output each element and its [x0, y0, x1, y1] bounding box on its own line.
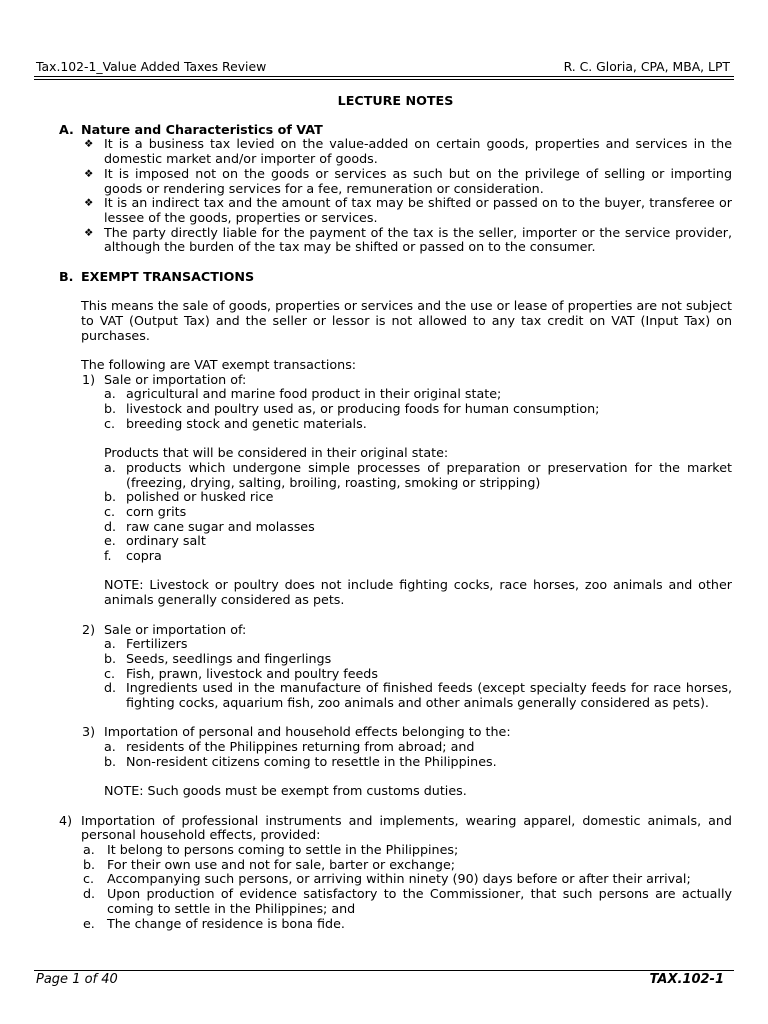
- list-item: [59, 461, 732, 490]
- diamond-bullet-icon: ❖: [84, 167, 94, 180]
- list-item: [59, 417, 732, 432]
- sub-letter: b.: [104, 401, 117, 417]
- section-letter: B.: [59, 268, 74, 284]
- list-item: [59, 196, 732, 225]
- sub-letter: b.: [104, 650, 117, 666]
- sub-text: The change of residence is bona fide.: [107, 915, 345, 931]
- sub-text: Upon production of evidence satisfactory to the Commissioner, that such persons are actually coming to settle in the Philippines; and: [107, 886, 732, 916]
- list-item: [59, 534, 732, 549]
- sub-text: Fish, prawn, livestock and poultry feeds: [126, 665, 378, 681]
- note-customs: NOTE: Such goods must be exempt from customs duties.: [104, 783, 467, 799]
- sub-text: Accompanying such persons, or arriving within ninety (90) days before or after their arrival;: [107, 871, 691, 887]
- sub-letter: a.: [104, 739, 116, 755]
- list-item: [59, 843, 732, 858]
- list-item: [59, 681, 732, 710]
- section-b-intro: This means the sale of goods, properties or services and the use or lease of properties are not subject to VAT (Output Tax) and the seller or lessor is not allowed to any tax credit on VAT (Input Tax) on purchases.: [81, 298, 732, 343]
- list-item: [59, 167, 732, 196]
- products-intro: Products that will be considered in their original state:: [104, 445, 449, 461]
- sub-letter: a.: [83, 842, 95, 858]
- list-item: [59, 637, 732, 652]
- list-item: [59, 740, 732, 755]
- document-body: [59, 94, 732, 931]
- item-number: 1): [82, 371, 96, 387]
- page-number: Page 1 of 40: [36, 972, 118, 987]
- item-text: Importation of professional instruments and implements, wearing apparel, domestic animals, and personal household effects, provided:: [81, 812, 732, 843]
- header-divider-double: [34, 79, 734, 80]
- diamond-bullet-icon: ❖: [84, 138, 94, 151]
- section-letter: A.: [59, 121, 74, 137]
- list-item: [59, 858, 732, 873]
- sub-letter: b.: [104, 489, 117, 505]
- list-item: [59, 520, 732, 535]
- sub-text: residents of the Philippines returning from abroad; and: [126, 739, 475, 755]
- header-author: R. C. Gloria, CPA, MBA, LPT: [563, 59, 730, 74]
- item-number: 4): [59, 812, 73, 828]
- bullet-text: The party directly liable for the payment of the tax is the seller, importer or the service provider, although the burden of the tax may be shifted or passed on to the consumer.: [104, 224, 732, 255]
- list-item: [59, 402, 732, 417]
- exempt-item-2: [59, 623, 732, 638]
- section-b-heading: [59, 270, 732, 285]
- sub-text: copra: [126, 548, 162, 564]
- sub-letter: a.: [104, 636, 116, 652]
- exempt-item-4: [59, 814, 732, 843]
- sub-letter: e.: [104, 533, 116, 549]
- exempt-list-intro: The following are VAT exempt transactions:: [81, 356, 357, 372]
- sub-letter: a.: [104, 459, 116, 475]
- section-title: EXEMPT TRANSACTIONS: [81, 268, 255, 284]
- item-text: Importation of personal and household effects belonging to the:: [104, 724, 511, 740]
- sub-text: ordinary salt: [126, 533, 206, 549]
- footer-divider: [34, 970, 734, 971]
- sub-text: It belong to persons coming to settle in the Philippines;: [107, 842, 459, 858]
- page-header: [36, 59, 732, 75]
- sub-letter: f.: [104, 548, 112, 564]
- list-item: [59, 667, 732, 682]
- sub-text: corn grits: [126, 503, 187, 519]
- sub-letter: d.: [104, 680, 117, 696]
- header-divider: [34, 76, 734, 77]
- page-footer: [36, 972, 732, 988]
- sub-letter: a.: [104, 386, 116, 402]
- list-item: [59, 887, 732, 916]
- sub-text: polished or husked rice: [126, 489, 274, 505]
- list-item: [59, 226, 732, 255]
- sub-letter: c.: [104, 503, 116, 519]
- exempt-item-3: [59, 725, 732, 740]
- list-item: [59, 549, 732, 564]
- bullet-text: It is imposed not on the goods or services as such but on the privilege of selling or importing goods or rendering services for a fee, remuneration or consideration.: [104, 165, 732, 196]
- exempt-item-1: [59, 373, 732, 388]
- sub-text: products which undergone simple processes of preparation or preservation for the market (freezing, drying, salting, broiling, roasting, smoking or stripping): [126, 459, 732, 490]
- sub-text: livestock and poultry used as, or producing foods for human consumption;: [126, 401, 600, 417]
- note-livestock: NOTE: Livestock or poultry does not include fighting cocks, race horses, zoo animals and other animals generally considered as pets.: [104, 577, 732, 608]
- sub-letter: d.: [104, 518, 117, 534]
- item-number: 3): [82, 724, 96, 740]
- list-item: [59, 490, 732, 505]
- sub-letter: b.: [83, 856, 96, 872]
- sub-text: Fertilizers: [126, 636, 188, 652]
- diamond-bullet-icon: ❖: [84, 226, 94, 239]
- sub-letter: b.: [104, 753, 117, 769]
- bullet-text: It is a business tax levied on the value-added on certain goods, properties and services in the domestic market and/or importer of goods.: [104, 136, 732, 167]
- section-title: Nature and Characteristics of VAT: [81, 121, 323, 137]
- sub-letter: e.: [83, 915, 95, 931]
- sub-text: For their own use and not for sale, barter or exchange;: [107, 856, 456, 872]
- sub-text: raw cane sugar and molasses: [126, 518, 315, 534]
- bullet-text: It is an indirect tax and the amount of tax may be shifted or passed on to the buyer, transferee or lessee of the goods, properties or services.: [104, 195, 732, 225]
- list-item: [59, 872, 732, 887]
- sub-letter: d.: [83, 886, 96, 902]
- header-course-title: Tax.102-1_Value Added Taxes Review: [36, 59, 267, 74]
- item-text: Sale or importation of:: [104, 371, 247, 387]
- sub-letter: c.: [83, 871, 95, 887]
- sub-letter: c.: [104, 415, 116, 431]
- diamond-bullet-icon: ❖: [84, 197, 94, 210]
- section-a-heading: [59, 123, 732, 138]
- list-item: [59, 387, 732, 402]
- item-number: 2): [82, 621, 96, 637]
- list-item: [59, 755, 732, 770]
- sub-text: Ingredients used in the manufacture of finished feeds (except specialty feeds for race horses, fighting cocks, aquarium fish, zoo animals and other animals generally considered as pets).: [126, 680, 732, 711]
- list-item: [59, 505, 732, 520]
- sub-text: Seeds, seedlings and fingerlings: [126, 650, 332, 666]
- sub-letter: c.: [104, 665, 116, 681]
- page-title: LECTURE NOTES: [337, 93, 454, 108]
- sub-text: agricultural and marine food product in their original state;: [126, 386, 502, 402]
- sub-text: breeding stock and genetic materials.: [126, 415, 367, 431]
- list-item: [59, 917, 732, 932]
- list-item: [59, 137, 732, 166]
- list-item: [59, 652, 732, 667]
- sub-text: Non-resident citizens coming to resettle in the Philippines.: [126, 753, 497, 769]
- item-text: Sale or importation of:: [104, 621, 247, 637]
- footer-course-code: TAX.102-1: [649, 972, 724, 987]
